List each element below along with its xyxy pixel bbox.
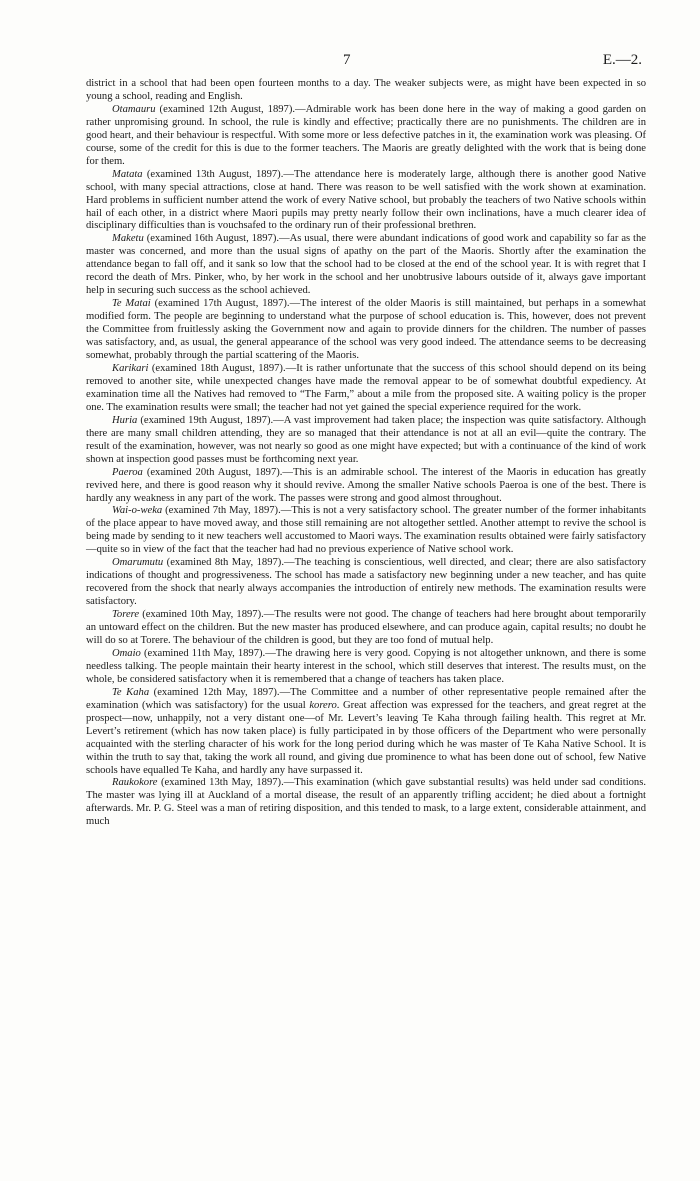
paragraph-text: (examined 13th August, 1897).—The attendance here is moderately large, although there is another good Native school, with many special attractions, close at hand. There was reason to be well satisfied with the work shown at examination. Hard problems in sufficient number attend the work of every Native school, but probably the teachers of two Native schools within hail of each other, in a district where Maori pupils may pretty nearly follow their own inclinations, have a much clearer idea of disciplinary difficulties than is vouchsafed to the ordinary run of their professional brethren. bbox=[86, 168, 646, 232]
school-name: Te Kaha bbox=[112, 686, 150, 698]
school-name: Huria bbox=[112, 414, 138, 426]
school-name: Paeroa bbox=[112, 466, 143, 478]
school-name: Matata bbox=[112, 168, 143, 180]
paragraph-matata bbox=[86, 169, 646, 234]
school-name: Maketu bbox=[112, 233, 144, 245]
paragraph-text: (examined 8th May, 1897).—The teaching is conscientious, well directed, and clear; there are also satisfactory indications of thought and progressiveness. The school has made a satisfactory new beginning under a new teacher, and has quite recovered from the shock that nearly always accompanies the introduction of entirely new methods. The examination results were satisfactory. bbox=[86, 557, 646, 608]
document-reference: E.—2. bbox=[602, 52, 642, 68]
paragraph-text: (examined 10th May, 1897).—The results were not good. The change of teachers had here brought about temporarily an untoward effect on the children. But the new master has produced elsewhere, and can produce again, capital results; no doubt he will do so at Torere. The behaviour of the children is good, but they are too fond of mutual help. bbox=[86, 609, 646, 646]
paragraph-text-lead: (examined 12th May, 1897).—The Committee and a number of other representative people remained after the examination (which was satisfactory) for the usual bbox=[86, 686, 646, 711]
paragraph-text: (examined 16th August, 1897).—As usual, there were abundant indications of good work and capability so far as the master was concerned, and more than the usual signs of apathy on the part of the Maoris. Shortly after the examination the attendance began to fall off, and it sank so low that the school had to be closed at the end of the school year. It is with regret that I record the death of Mrs. Pinker, who, by her work in the school and her unobtrusive labours outside of it, always gave important help in securing such success as the school achieved. bbox=[86, 233, 646, 297]
paragraph-text: (examined 19th August, 1897).—A vast improvement had taken place; the inspection was quite satisfactory. Although there are many small children attending, they are so managed that their attendance is not at all an evil—quite the contrary. The result of the examination, however, was not nearly so good as one might have expected; but with a continuance of the kind of work shown at inspection good passes must be forthcoming next year. bbox=[86, 414, 646, 465]
school-name: Karikari bbox=[112, 362, 149, 374]
paragraph-text: district in a school that had been open fourteen months to a day. The weaker subjects were, as might have been expected in so young a school, reading and English. bbox=[86, 78, 646, 102]
paragraph-wai-o-weka bbox=[86, 505, 646, 557]
paragraph-text: (examined 12th August, 1897).—Admirable work has been done here in the way of making a good garden on rather unpromising ground. In school, the rule is kindly and effective; practically there are no punishments. The children are in good heart, and their behaviour is respectful. With some more or less defective patches in it, the examination work was pleasing. Of course, some of the credit for this is due to the former teachers. The Maoris are greatly delighted with the work that is being done for them. bbox=[86, 103, 646, 167]
paragraph-text: (examined 11th May, 1897).—The drawing here is very good. Copying is not altogether unknown, and there is some needless talking. The people maintain their hearty interest in the school, which still deserves that interest. The results must, on the whole, be considered satisfactory when it is remembered that a change of teachers has taken place. bbox=[86, 647, 646, 685]
paragraph-raukokore bbox=[86, 777, 646, 829]
paragraph-maketu bbox=[86, 233, 646, 298]
school-name: Torere bbox=[112, 609, 140, 621]
school-name: Omarumutu bbox=[112, 557, 164, 569]
paragraph-text: (examined 20th August, 1897).—This is an admirable school. The interest of the Maoris in education has greatly revived here, and there is good reason why it should revive. Among the smaller Native schools Paeroa is one of the best. There is hardly any weakness in any part of the work. The passes were strong and good almost throughout. bbox=[86, 466, 646, 504]
paragraph-text: (examined 7th May, 1897).—This is not a very satisfactory school. The greater number of the former inhabitants of the place appear to have moved away, and those still remaining are not altogether settled. Another attempt to revive the school is being made by sending to it new teachers well accustomed to Maori ways. The examination results obtained were fairly satisfactory—quite so in view of the fact that the teacher had had no previous experience of Native school work. bbox=[86, 505, 646, 556]
school-name: Raukokore bbox=[112, 777, 158, 789]
school-name: Otamauru bbox=[112, 103, 156, 115]
paragraph-text: . Great affection was expressed for the teachers, and great regret at the prospect—now, unhappily, not a very distant one—of Mr. Levert’s leaving Te Kaha through failing health. This regret at Mr. Levert’s retirement (which has now taken place) is fully participated in by those officers of the Department who were personally acquainted with the sterling character of his work for the long period during which he was master of Te Kaha Native School. It is within the truth to say that, taking the work all round, and giving due prominence to what has been done out of school, few Native schools have equalled Te Kaha, and hardly any have surpassed it. bbox=[86, 699, 646, 776]
page-number: 7 bbox=[343, 52, 351, 68]
paragraph-paeroa bbox=[86, 467, 646, 506]
paragraph-intro bbox=[86, 78, 646, 104]
paragraph-torere bbox=[86, 609, 646, 648]
report-body bbox=[86, 78, 646, 829]
page-header bbox=[0, 52, 700, 72]
paragraph-omarumutu bbox=[86, 557, 646, 609]
paragraph-te-kaha bbox=[86, 687, 646, 778]
paragraph-text: (examined 18th August, 1897).—It is rather unfortunate that the success of this school should depend on its being removed to another site, while unexpected changes have made the removal appear to be of somewhat doubtful expediency. At examination time all the Natives had removed to “The Farm,” about a mile from the proposed site. A waiting policy is the proper one. The examination results were small; the teacher had not yet gained the special experience required for the work. bbox=[86, 362, 646, 413]
school-name: Wai-o-weka bbox=[112, 505, 163, 517]
school-name: Omaio bbox=[112, 647, 141, 659]
paragraph-huria bbox=[86, 415, 646, 467]
school-name: Te Matai bbox=[112, 298, 151, 310]
paragraph-omaio bbox=[86, 648, 646, 687]
paragraph-text: (examined 17th August, 1897).—The interest of the older Maoris is still maintained, but perhaps in a somewhat modified form. The people are beginning to understand what the purpose of school education is. This, however, does not prevent the Committee from fruitlessly asking the Government now and again to provide dinners for the children. The number of passes was satisfactory, and, as usual, the general appearance of the school was very good indeed. The attendance seems to be decreasing somewhat, probably through the partial scattering of the Maoris. bbox=[86, 298, 646, 362]
paragraph-text: (examined 13th May, 1897).—This examination (which gave substantial results) was held under sad conditions. The master was lying ill at Auckland of a mortal disease, the result of an apparently trifling accident; he died about a fortnight afterwards. Mr. P. G. Steel was a man of retiring disposition, and this tended to mask, to a large extent, considerable attainment, and much bbox=[86, 777, 646, 828]
paragraph-te-matai bbox=[86, 298, 646, 363]
paragraph-otamauru bbox=[86, 104, 646, 169]
maori-term: korero bbox=[309, 699, 337, 711]
paragraph-karikari bbox=[86, 363, 646, 415]
